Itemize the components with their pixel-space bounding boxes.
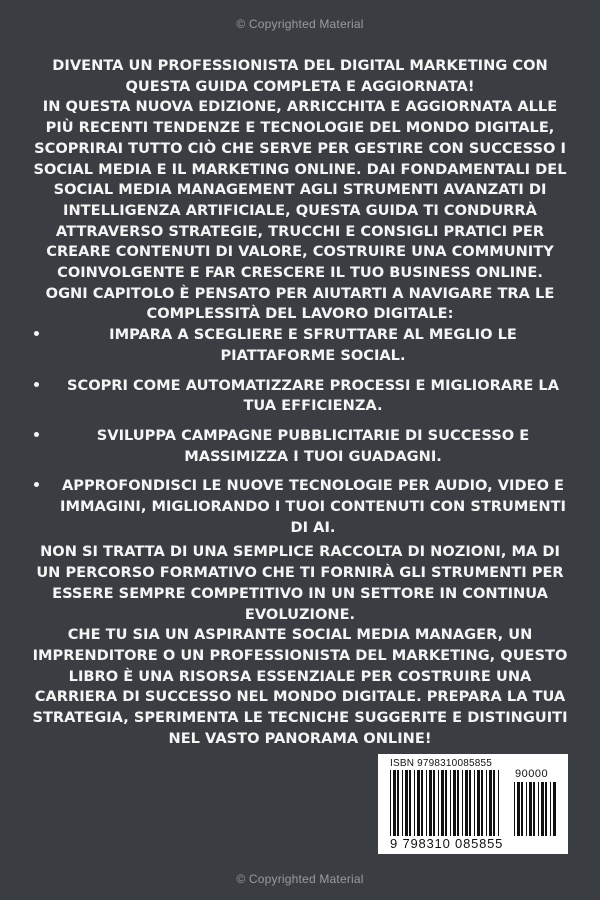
barcode-bar [441,770,444,836]
barcode-bar [474,770,475,836]
barcode-bar [462,770,463,836]
barcode-bars [386,770,560,838]
barcode-bar [402,770,403,836]
isbn-label: ISBN 9798310085855 [390,758,493,769]
barcode-bar [533,782,535,836]
barcode-bar [390,770,391,836]
feature-item [30,325,570,366]
barcode-bar [457,770,459,836]
copyright-watermark-top: © Copyrighted Material [236,17,364,31]
barcode-bar [498,770,499,836]
barcode-bar [553,782,556,836]
feature-item [30,426,570,467]
barcode-bar [550,782,551,836]
barcode-bar [438,770,439,836]
barcode-bar [453,770,456,836]
barcode-bar [417,770,420,836]
barcode-bar [421,770,423,836]
feature-text: IMPARA A SCEGLIERE E SFRUTTARE AL MEGLIO LE PIATTAFORME SOCIAL. [109,326,517,364]
barcode-bar [541,782,544,836]
barcode-bar [481,770,483,836]
barcode-bar [397,770,399,836]
barcode-bar [409,770,411,836]
bullet-icon [34,382,39,387]
barcode-bar [477,770,480,836]
bullet-icon [34,331,39,336]
barcode-bar [465,770,468,836]
bullet-icon [34,482,39,487]
barcode-bar [514,782,515,836]
barcode-bar [469,770,471,836]
feature-item [30,476,570,538]
barcode-bar [414,770,415,836]
price-code: 90000 [515,768,549,780]
feature-item [30,376,570,417]
back-cover-blurb [30,56,570,750]
closing-paragraph: NON SI TRATTA DI UNA SEMPLICE RACCOLTA DI NOZIONI, MA DI UN PERCORSO FORMATIVO CHE TI FORNIRÀ GLI STRUMENTI PER ESSERE SEMPRE COMPETITIVO IN UN SETTORE IN CONTINUA EVOLUZIONE. [36,543,564,623]
chapter-intro: OGNI CAPITOLO È PENSATO PER AIUTARTI A NAVIGARE TRA LE COMPLESSITÀ DEL LAVORO DIGITALE: [45,284,555,323]
barcode-bar [521,782,523,836]
bullet-icon [34,432,39,437]
feature-text: SVILUPPA CAMPAGNE PUBBLICITARIE DI SUCCESSO E MASSIMIZZA I TUOI GUADAGNI. [96,426,530,465]
copyright-watermark-bottom: © Copyrighted Material [236,872,364,886]
barcode-bar [433,770,435,836]
isbn-barcode [378,754,568,854]
barcode-bar [529,782,532,836]
barcode-bar [517,782,520,836]
barcode-bar [450,770,451,836]
barcode-bar [489,770,492,836]
feature-list [30,325,570,538]
feature-text: APPROFONDISCI LE NUOVE TECNOLOGIE PER AUDIO, VIDEO E IMMAGINI, MIGLIORANDO I TUOI CONTENUTI CON STRUMENTI DI AI. [60,477,566,536]
barcode-bar [486,770,487,836]
barcode-bar [429,770,432,836]
barcode-bar [426,770,427,836]
barcode-bar [405,770,408,836]
barcode-bar [445,770,447,836]
barcode-bar [493,770,495,836]
barcode-bar [545,782,547,836]
barcode-bar [538,782,539,836]
intro-paragraph: IN QUESTA NUOVA EDIZIONE, ARRICCHITA E AGGIORNATA ALLE PIÙ RECENTI TENDENZE E TECNOLOGIE DEL MONDO DIGITALE, SCOPRIRAI TUTTO CIÒ CHE SERVE PER GESTIRE CON SUCCESSO I SOCIAL MEDIA E IL MARKETING ONLINE. DAI FONDAMENTALI DEL SOCIAL MEDIA MANAGEMENT AGLI STRUMENTI AVANZATI DI INTELLIGENZA ARTIFICIALE, QUESTA GUIDA TI CONDURRÀ ATTRAVERSO STRATEGIE, TRUCCHI E CONSIGLI PRATICI PER CREARE CONTENUTI DI VALORE, COSTRUIRE UNA COMMUNITY COINVOLGENTE E FAR CRESCERE IL TUO BUSINESS ONLINE. [33,98,567,282]
isbn-digits: 9 798310 085855 [390,836,504,851]
barcode-bar [393,770,396,836]
barcode-bar [526,782,527,836]
feature-text: SCOPRI COME AUTOMATIZZARE PROCESSI E MIGLIORARE LA TUA EFFICIENZA. [66,376,560,415]
call-to-action-paragraph: CHE TU SIA UN ASPIRANTE SOCIAL MEDIA MANAGER, UN IMPRENDITORE O UN PROFESSIONISTA DEL MARKETING, QUESTO LIBRO È UNA RISORSA ESSENZIALE PER COSTRUIRE UNA CARRIERA DI SUCCESSO NEL MONDO DIGITALE. PREPARA LA TUA STRATEGIA, SPERIMENTA LE TECNICHE SUGGERITE E DISTINGUITI NEL VASTO PANORAMA ONLINE! [32,626,568,747]
headline: DIVENTA UN PROFESSIONISTA DEL DIGITAL MARKETING CON QUESTA GUIDA COMPLETA E AGGIORNATA! [52,57,548,95]
